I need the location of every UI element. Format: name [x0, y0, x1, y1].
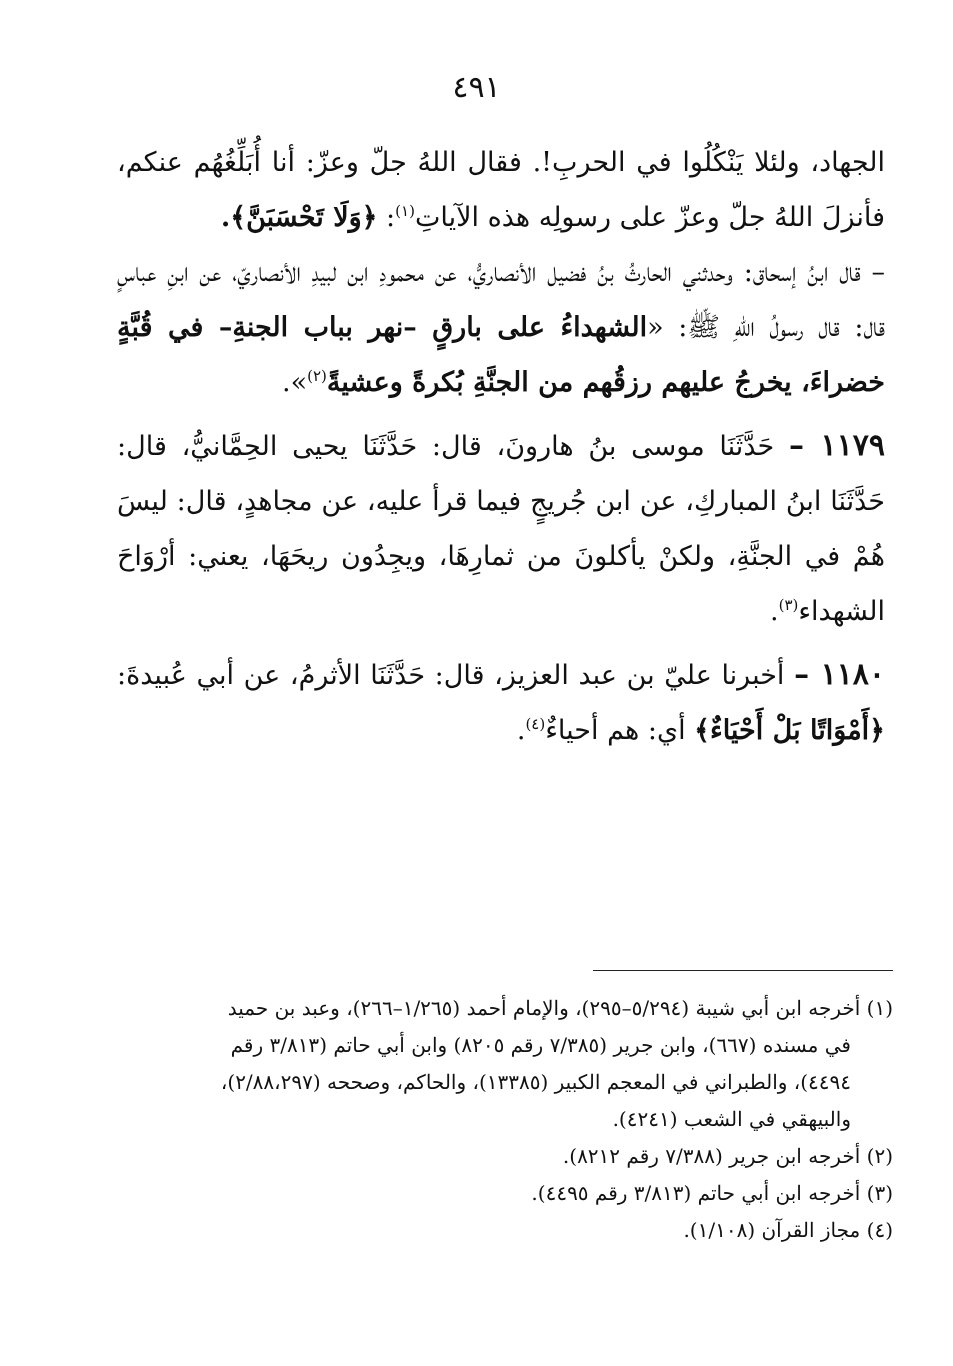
- footnote-1-line-2: في مسنده (٦٦٧)، وابن جرير (٧/٣٨٥ رقم ٨٢٠٥) وابن أبي حاتم (٣/٨١٣ رقم: [230, 1033, 851, 1057]
- page-number: ٤٩١: [452, 70, 501, 105]
- paragraph-1179-text: حَدَّثَنَا موسى بنُ هارونَ، قال: حَدَّثَنَا يحيى الحِمَّانيُّ، قال: حَدَّثَنَا ابنُ المباركِ، عن ابن جُريجٍ فيما قرأ عليه، عن مجاهدٍ، قال: ليسَ هُمْ في الجنَّةِ، ولكنْ يأكلونَ من ثمارِهَا، ويجِدُون ريحَهَا، يعني: أرْوَاحَ الشهداء: [117, 431, 885, 627]
- footnote-1-line-4: والبيهقي في الشعب (٤٢٤١).: [612, 1107, 851, 1131]
- footnote-1-line-3: ٤٤٩٤)، والطبراني في المعجم الكبير (١٣٣٨٥)، والحاكم، وصححه (٢/٨٨،٢٩٧)،: [220, 1070, 851, 1094]
- footnote-3: (٣) أخرجه ابن أبي حاتم (٣/٨١٣ رقم ٤٤٩٥).: [531, 1181, 893, 1205]
- paragraph-1179-end: .: [769, 596, 779, 627]
- footnote-ref-1: (١): [395, 202, 415, 220]
- paragraph-1180-text: أخبرنا عليّ بن عبد العزيز، قال: حَدَّثَنَا الأثرمُ، عن أبي عُبيدةَ:: [117, 660, 795, 691]
- quran-quote-1: ﴿وَلَا تَحْسَبَنَّ﴾.: [220, 202, 378, 233]
- footnotes: [113, 990, 893, 1249]
- paragraph-1-line-1: الجهاد، ولئلا يَنْكُلُوا في الحربِ!. فقال اللهُ جلّ وعزّ: أنا أُبَلِّغُهُم عنكم،: [117, 147, 885, 178]
- paragraph-2-text: – قال ابنُ إسحاق: وحدثني الحارثُ بنُ فضيل الأنصاريُّ، عن محمودِ ابن لبيدِ الأنصاريّ، عن ابنِ عباسٍ قال: قال رسولُ اللهِ ﷺ: «: [117, 257, 885, 343]
- quran-quote-2: ﴿أَمْوَاتًا بَلْ أَحْيَاءٌ﴾: [694, 715, 885, 746]
- paragraph-2: [117, 245, 885, 410]
- paragraph-2-end: ».: [281, 367, 308, 398]
- main-text: [117, 135, 885, 758]
- footnote-separator: [593, 970, 893, 971]
- paragraph-1180: [117, 647, 885, 758]
- paragraph-1180-after: أي: هم أحياءٌ: [545, 715, 695, 746]
- footnote-4: (٤) مجاز القرآن (١/١٠٨).: [683, 1218, 893, 1242]
- paragraph-1-line-2: فأنزلَ اللهُ جلّ وعزّ على رسولِه هذه الآياتِ: [414, 202, 885, 233]
- footnote-ref-3: (٣): [778, 596, 799, 614]
- footnote-ref-2: (٢): [307, 367, 327, 385]
- footnote-ref-4: (٤): [525, 715, 546, 733]
- paragraph-1179: [117, 418, 885, 639]
- paragraph-1: [117, 135, 885, 245]
- paragraph-1-colon: :: [377, 202, 396, 233]
- footnote-2: (٢) أخرجه ابن جرير (٧/٣٨٨ رقم ٨٢١٢).: [562, 1144, 893, 1168]
- hadith-quote: الشهداءُ على بارقٍ –نهر بباب الجنةِ– في قُبَّةٍ خضراءَ، يخرجُ عليهم رزقُهم من الجنَّةِ بُكرةً وعشيةً: [117, 312, 885, 398]
- paragraph-1180-end: .: [516, 715, 526, 746]
- report-number-1179: ١١٧٩ –: [788, 428, 885, 463]
- footnote-1-line-1: (١) أخرجه ابن أبي شيبة (٥/٢٩٤–٢٩٥)، والإمام أحمد (١/٢٦٥–٢٦٦)، وعبد بن حميد: [227, 996, 893, 1020]
- report-number-1180: ١١٨٠ –: [794, 657, 886, 692]
